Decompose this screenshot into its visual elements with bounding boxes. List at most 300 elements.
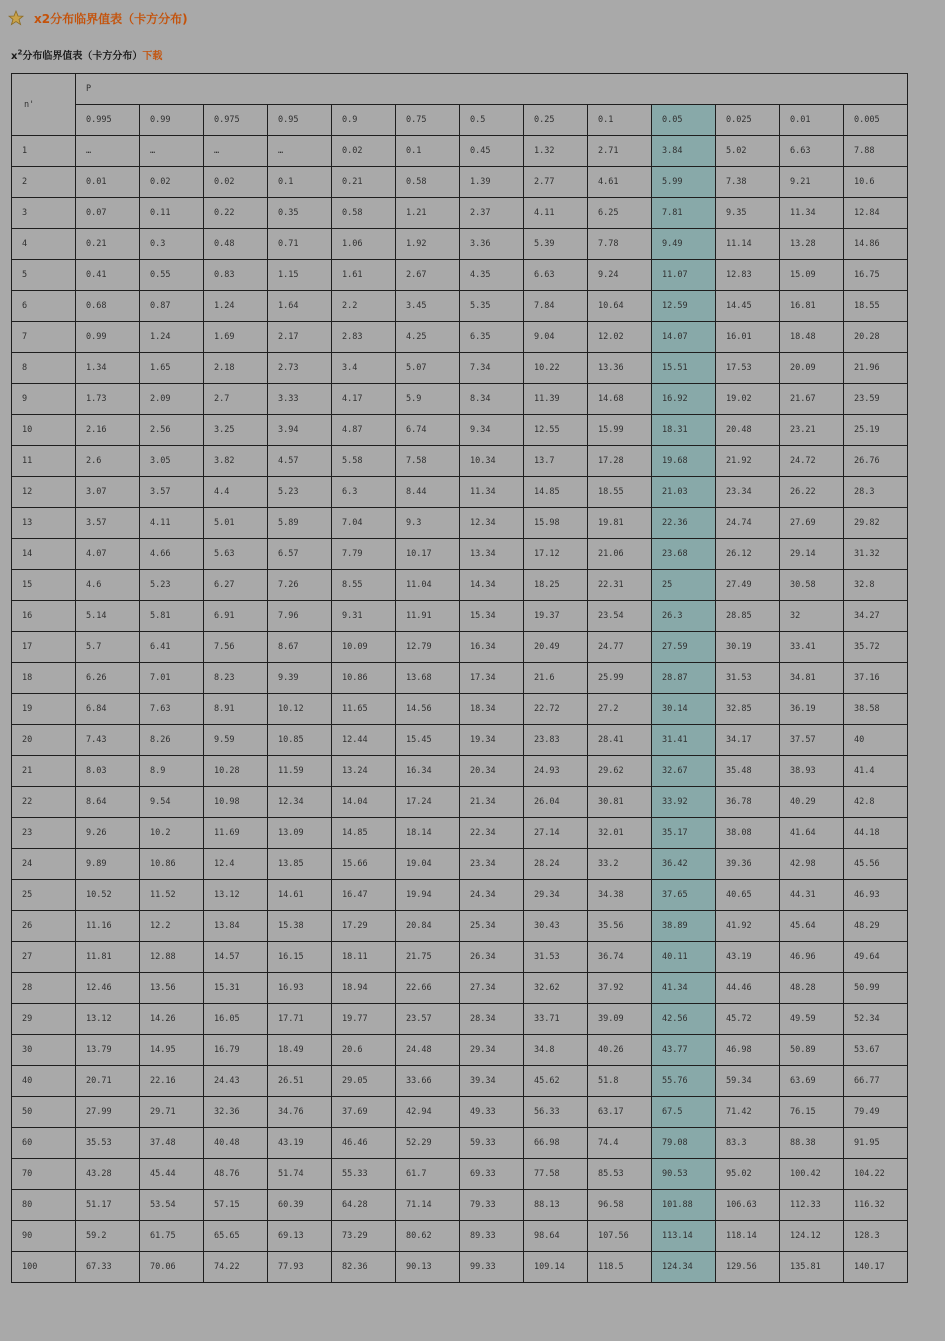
table-cell: 17.34: [460, 663, 524, 694]
table-cell: 0.1: [396, 136, 460, 167]
table-cell: 0.07: [76, 198, 140, 229]
table-cell: 19.02: [716, 384, 780, 415]
table-row: [12, 415, 908, 446]
table-cell: 43.28: [76, 1159, 140, 1190]
table-cell: 16.05: [204, 1004, 268, 1035]
table-cell: 0.02: [332, 136, 396, 167]
table-cell: 0.11: [140, 198, 204, 229]
table-cell: 16.79: [204, 1035, 268, 1066]
table-cell: 11.65: [332, 694, 396, 725]
table-cell: 30.19: [716, 632, 780, 663]
table-cell: 18.31: [652, 415, 716, 446]
table-cell: 27.99: [76, 1097, 140, 1128]
row-n-cell: 60: [12, 1128, 76, 1159]
table-cell: 43.19: [716, 942, 780, 973]
table-cell: 7.58: [396, 446, 460, 477]
table-cell: 7.01: [140, 663, 204, 694]
table-cell: 21.75: [396, 942, 460, 973]
table-cell: 35.53: [76, 1128, 140, 1159]
table-cell: 51.17: [76, 1190, 140, 1221]
table-cell: 42.98: [780, 849, 844, 880]
header-row-p: [12, 74, 908, 105]
table-cell: 6.3: [332, 477, 396, 508]
table-cell: 19.04: [396, 849, 460, 880]
table-cell: 3.82: [204, 446, 268, 477]
table-cell: 14.95: [140, 1035, 204, 1066]
table-cell: 25: [652, 570, 716, 601]
table-cell: 5.63: [204, 539, 268, 570]
table-cell: 2.56: [140, 415, 204, 446]
table-cell: 30.81: [588, 787, 652, 818]
table-row: [12, 1221, 908, 1252]
table-cell: 6.35: [460, 322, 524, 353]
table-cell: 21.06: [588, 539, 652, 570]
row-n-cell: 29: [12, 1004, 76, 1035]
table-cell: 12.46: [76, 973, 140, 1004]
table-cell: 18.48: [780, 322, 844, 353]
table-cell: 2.6: [76, 446, 140, 477]
table-cell: 77.93: [268, 1252, 332, 1283]
table-cell: 7.38: [716, 167, 780, 198]
table-cell: 6.26: [76, 663, 140, 694]
table-cell: 4.6: [76, 570, 140, 601]
table-cell: 10.34: [460, 446, 524, 477]
table-cell: 14.04: [332, 787, 396, 818]
table-cell: 5.23: [140, 570, 204, 601]
table-cell: 15.45: [396, 725, 460, 756]
table-cell: 12.59: [652, 291, 716, 322]
table-cell: 50.89: [780, 1035, 844, 1066]
table-cell: 59.34: [716, 1066, 780, 1097]
table-cell: 65.65: [204, 1221, 268, 1252]
table-cell: 23.57: [396, 1004, 460, 1035]
table-cell: 0.87: [140, 291, 204, 322]
table-cell: 8.67: [268, 632, 332, 663]
row-n-cell: 12: [12, 477, 76, 508]
table-cell: 4.17: [332, 384, 396, 415]
table-cell: 3.84: [652, 136, 716, 167]
table-cell: 45.72: [716, 1004, 780, 1035]
table-cell: 12.55: [524, 415, 588, 446]
row-n-cell: 7: [12, 322, 76, 353]
p-value-header: 0.99: [140, 105, 204, 136]
table-cell: 8.9: [140, 756, 204, 787]
table-cell: 49.33: [460, 1097, 524, 1128]
table-row: [12, 818, 908, 849]
table-cell: 19.77: [332, 1004, 396, 1035]
table-row: [12, 477, 908, 508]
table-cell: 28.87: [652, 663, 716, 694]
row-n-cell: 4: [12, 229, 76, 260]
page-title: x2分布临界值表（卡方分布): [34, 11, 188, 26]
table-cell: 38.93: [780, 756, 844, 787]
row-n-cell: 30: [12, 1035, 76, 1066]
row-n-cell: 22: [12, 787, 76, 818]
table-cell: 14.85: [524, 477, 588, 508]
table-row: [12, 880, 908, 911]
table-cell: 28.85: [716, 601, 780, 632]
table-cell: 28.41: [588, 725, 652, 756]
table-cell: 13.24: [332, 756, 396, 787]
table-cell: 24.43: [204, 1066, 268, 1097]
table-cell: 15.51: [652, 353, 716, 384]
table-cell: 24.74: [716, 508, 780, 539]
table-cell: 10.28: [204, 756, 268, 787]
table-cell: 6.57: [268, 539, 332, 570]
table-cell: 4.4: [204, 477, 268, 508]
table-cell: 11.14: [716, 229, 780, 260]
table-cell: 45.56: [844, 849, 908, 880]
table-cell: …: [204, 136, 268, 167]
table-cell: 12.84: [844, 198, 908, 229]
row-n-cell: 21: [12, 756, 76, 787]
table-cell: 9.49: [652, 229, 716, 260]
p-value-header: 0.005: [844, 105, 908, 136]
caption-prefix: x: [11, 51, 18, 62]
table-cell: 46.93: [844, 880, 908, 911]
table-cell: 11.91: [396, 601, 460, 632]
table-cell: 22.36: [652, 508, 716, 539]
table-cell: 13.68: [396, 663, 460, 694]
table-cell: 21.67: [780, 384, 844, 415]
table-cell: 1.64: [268, 291, 332, 322]
table-cell: 45.44: [140, 1159, 204, 1190]
table-cell: 32.85: [716, 694, 780, 725]
download-link[interactable]: 下载: [142, 51, 163, 62]
table-row: [12, 508, 908, 539]
table-cell: 26.12: [716, 539, 780, 570]
table-cell: 10.52: [76, 880, 140, 911]
table-cell: 101.88: [652, 1190, 716, 1221]
table-cell: 0.35: [268, 198, 332, 229]
table-cell: 39.34: [460, 1066, 524, 1097]
table-row: [12, 539, 908, 570]
table-caption: [11, 47, 162, 62]
table-cell: 27.49: [716, 570, 780, 601]
table-cell: 19.94: [396, 880, 460, 911]
table-cell: 22.66: [396, 973, 460, 1004]
table-cell: 26.51: [268, 1066, 332, 1097]
table-cell: 10.86: [140, 849, 204, 880]
table-cell: 42.94: [396, 1097, 460, 1128]
table-cell: 53.67: [844, 1035, 908, 1066]
table-row: [12, 446, 908, 477]
table-cell: 90.13: [396, 1252, 460, 1283]
table-cell: 18.55: [588, 477, 652, 508]
table-cell: 23.59: [844, 384, 908, 415]
table-cell: 14.68: [588, 384, 652, 415]
table-cell: 5.07: [396, 353, 460, 384]
table-cell: 0.45: [460, 136, 524, 167]
table-cell: 29.05: [332, 1066, 396, 1097]
table-cell: …: [268, 136, 332, 167]
table-cell: 96.58: [588, 1190, 652, 1221]
table-cell: 36.42: [652, 849, 716, 880]
table-cell: 71.42: [716, 1097, 780, 1128]
p-value-header: 0.9: [332, 105, 396, 136]
table-cell: 34.76: [268, 1097, 332, 1128]
table-cell: 10.2: [140, 818, 204, 849]
table-cell: 16.34: [396, 756, 460, 787]
table-cell: 51.8: [588, 1066, 652, 1097]
table-cell: 20.49: [524, 632, 588, 663]
row-n-cell: 25: [12, 880, 76, 911]
table-cell: 9.59: [204, 725, 268, 756]
table-cell: 4.11: [524, 198, 588, 229]
table-row: [12, 322, 908, 353]
table-cell: 4.66: [140, 539, 204, 570]
table-row: [12, 229, 908, 260]
table-cell: 56.33: [524, 1097, 588, 1128]
table-cell: 6.25: [588, 198, 652, 229]
table-cell: 22.31: [588, 570, 652, 601]
row-n-cell: 14: [12, 539, 76, 570]
table-cell: 8.55: [332, 570, 396, 601]
table-cell: 11.07: [652, 260, 716, 291]
table-cell: 36.19: [780, 694, 844, 725]
table-cell: 24.93: [524, 756, 588, 787]
table-cell: 0.41: [76, 260, 140, 291]
table-cell: 11.59: [268, 756, 332, 787]
row-n-cell: 5: [12, 260, 76, 291]
table-cell: 14.34: [460, 570, 524, 601]
table-cell: 32.36: [204, 1097, 268, 1128]
table-row: [12, 260, 908, 291]
table-cell: 9.54: [140, 787, 204, 818]
table-cell: 11.16: [76, 911, 140, 942]
table-cell: 10.09: [332, 632, 396, 663]
table-cell: 23.21: [780, 415, 844, 446]
table-cell: 33.92: [652, 787, 716, 818]
table-cell: 11.34: [780, 198, 844, 229]
table-cell: 10.85: [268, 725, 332, 756]
table-cell: 40: [844, 725, 908, 756]
table-cell: 0.99: [76, 322, 140, 353]
table-cell: 13.12: [204, 880, 268, 911]
table-cell: 4.61: [588, 167, 652, 198]
table-cell: 24.77: [588, 632, 652, 663]
table-cell: 20.84: [396, 911, 460, 942]
table-cell: 29.34: [524, 880, 588, 911]
table-cell: 11.81: [76, 942, 140, 973]
table-cell: 16.93: [268, 973, 332, 1004]
table-cell: 52.29: [396, 1128, 460, 1159]
table-cell: 8.34: [460, 384, 524, 415]
table-cell: 2.77: [524, 167, 588, 198]
row-n-cell: 18: [12, 663, 76, 694]
table-cell: 10.12: [268, 694, 332, 725]
table-cell: 20.48: [716, 415, 780, 446]
table-cell: 45.64: [780, 911, 844, 942]
row-n-cell: 40: [12, 1066, 76, 1097]
table-cell: 91.95: [844, 1128, 908, 1159]
table-cell: 23.83: [524, 725, 588, 756]
table-row: [12, 849, 908, 880]
row-n-cell: 20: [12, 725, 76, 756]
table-cell: 49.59: [780, 1004, 844, 1035]
table-cell: 26.22: [780, 477, 844, 508]
table-cell: 38.89: [652, 911, 716, 942]
table-row: [12, 1035, 908, 1066]
table-row: [12, 756, 908, 787]
table-cell: 6.63: [524, 260, 588, 291]
table-cell: 1.61: [332, 260, 396, 291]
table-cell: 18.49: [268, 1035, 332, 1066]
table-cell: 17.12: [524, 539, 588, 570]
table-cell: 23.68: [652, 539, 716, 570]
table-cell: 13.09: [268, 818, 332, 849]
table-cell: 0.22: [204, 198, 268, 229]
table-cell: 20.09: [780, 353, 844, 384]
row-n-cell: 8: [12, 353, 76, 384]
table-cell: 113.14: [652, 1221, 716, 1252]
table-cell: 74.22: [204, 1252, 268, 1283]
table-cell: 76.15: [780, 1097, 844, 1128]
table-cell: 26.3: [652, 601, 716, 632]
table-cell: 6.84: [76, 694, 140, 725]
table-cell: 34.81: [780, 663, 844, 694]
table-cell: 26.34: [460, 942, 524, 973]
row-n-cell: 70: [12, 1159, 76, 1190]
table-cell: 4.87: [332, 415, 396, 446]
table-cell: 33.41: [780, 632, 844, 663]
table-row: [12, 911, 908, 942]
table-cell: 22.34: [460, 818, 524, 849]
table-cell: 0.02: [204, 167, 268, 198]
table-cell: 34.38: [588, 880, 652, 911]
table-cell: 5.7: [76, 632, 140, 663]
table-cell: 12.34: [460, 508, 524, 539]
table-cell: 2.73: [268, 353, 332, 384]
table-cell: 12.02: [588, 322, 652, 353]
table-cell: 23.54: [588, 601, 652, 632]
table-cell: 14.57: [204, 942, 268, 973]
table-cell: 6.63: [780, 136, 844, 167]
table-cell: 18.94: [332, 973, 396, 1004]
table-cell: 33.2: [588, 849, 652, 880]
table-cell: 2.2: [332, 291, 396, 322]
table-cell: 27.34: [460, 973, 524, 1004]
table-cell: 35.72: [844, 632, 908, 663]
table-cell: 29.34: [460, 1035, 524, 1066]
table-cell: 9.39: [268, 663, 332, 694]
table-cell: 116.32: [844, 1190, 908, 1221]
table-cell: 7.04: [332, 508, 396, 539]
row-n-cell: 19: [12, 694, 76, 725]
table-row: [12, 291, 908, 322]
chi-square-table: [11, 73, 908, 1283]
table-cell: 25.99: [588, 663, 652, 694]
table-cell: 11.34: [460, 477, 524, 508]
table-cell: 3.07: [76, 477, 140, 508]
table-cell: 98.64: [524, 1221, 588, 1252]
table-cell: 32.67: [652, 756, 716, 787]
table-cell: 41.34: [652, 973, 716, 1004]
table-cell: 40.11: [652, 942, 716, 973]
table-cell: 18.34: [460, 694, 524, 725]
table-cell: 90.53: [652, 1159, 716, 1190]
table-cell: 24.48: [396, 1035, 460, 1066]
table-cell: 10.22: [524, 353, 588, 384]
table-cell: 95.02: [716, 1159, 780, 1190]
table-cell: 38.58: [844, 694, 908, 725]
table-cell: 12.44: [332, 725, 396, 756]
table-cell: 106.63: [716, 1190, 780, 1221]
table-cell: 18.25: [524, 570, 588, 601]
table-row: [12, 725, 908, 756]
table-cell: 52.34: [844, 1004, 908, 1035]
table-cell: 2.17: [268, 322, 332, 353]
table-cell: 40.29: [780, 787, 844, 818]
table-cell: 74.4: [588, 1128, 652, 1159]
table-cell: 43.19: [268, 1128, 332, 1159]
table-cell: 67.5: [652, 1097, 716, 1128]
table-row: [12, 384, 908, 415]
table-cell: 0.02: [140, 167, 204, 198]
table-cell: 59.33: [460, 1128, 524, 1159]
table-cell: 49.64: [844, 942, 908, 973]
table-cell: 32: [780, 601, 844, 632]
table-row: [12, 1066, 908, 1097]
table-cell: 13.79: [76, 1035, 140, 1066]
table-cell: 13.7: [524, 446, 588, 477]
table-cell: 39.09: [588, 1004, 652, 1035]
row-n-cell: 3: [12, 198, 76, 229]
table-row: [12, 787, 908, 818]
table-cell: 112.33: [780, 1190, 844, 1221]
table-cell: 0.71: [268, 229, 332, 260]
table-cell: 6.41: [140, 632, 204, 663]
table-cell: 29.82: [844, 508, 908, 539]
table-cell: 34.17: [716, 725, 780, 756]
table-cell: 2.18: [204, 353, 268, 384]
table-cell: 5.89: [268, 508, 332, 539]
row-n-cell: 15: [12, 570, 76, 601]
star-icon: [8, 10, 24, 26]
table-cell: 8.26: [140, 725, 204, 756]
p-value-header: 0.5: [460, 105, 524, 136]
table-cell: 31.41: [652, 725, 716, 756]
table-cell: 13.34: [460, 539, 524, 570]
table-cell: 33.66: [396, 1066, 460, 1097]
row-n-cell: 16: [12, 601, 76, 632]
table-cell: 19.34: [460, 725, 524, 756]
table-cell: 16.92: [652, 384, 716, 415]
table-cell: 30.14: [652, 694, 716, 725]
table-cell: 77.58: [524, 1159, 588, 1190]
p-value-header: 0.1: [588, 105, 652, 136]
table-cell: 37.92: [588, 973, 652, 1004]
table-cell: 1.65: [140, 353, 204, 384]
table-cell: 21.34: [460, 787, 524, 818]
table-cell: 8.44: [396, 477, 460, 508]
table-cell: 3.05: [140, 446, 204, 477]
table-cell: 118.5: [588, 1252, 652, 1283]
table-cell: 29.62: [588, 756, 652, 787]
table-cell: 11.39: [524, 384, 588, 415]
table-cell: 13.12: [76, 1004, 140, 1035]
table-cell: 0.21: [76, 229, 140, 260]
table-cell: 10.98: [204, 787, 268, 818]
table-cell: 0.58: [396, 167, 460, 198]
table-cell: 13.36: [588, 353, 652, 384]
table-cell: 14.07: [652, 322, 716, 353]
table-cell: 27.2: [588, 694, 652, 725]
table-cell: 30.58: [780, 570, 844, 601]
table-cell: 16.01: [716, 322, 780, 353]
table-row: [12, 1097, 908, 1128]
table-cell: 9.31: [332, 601, 396, 632]
